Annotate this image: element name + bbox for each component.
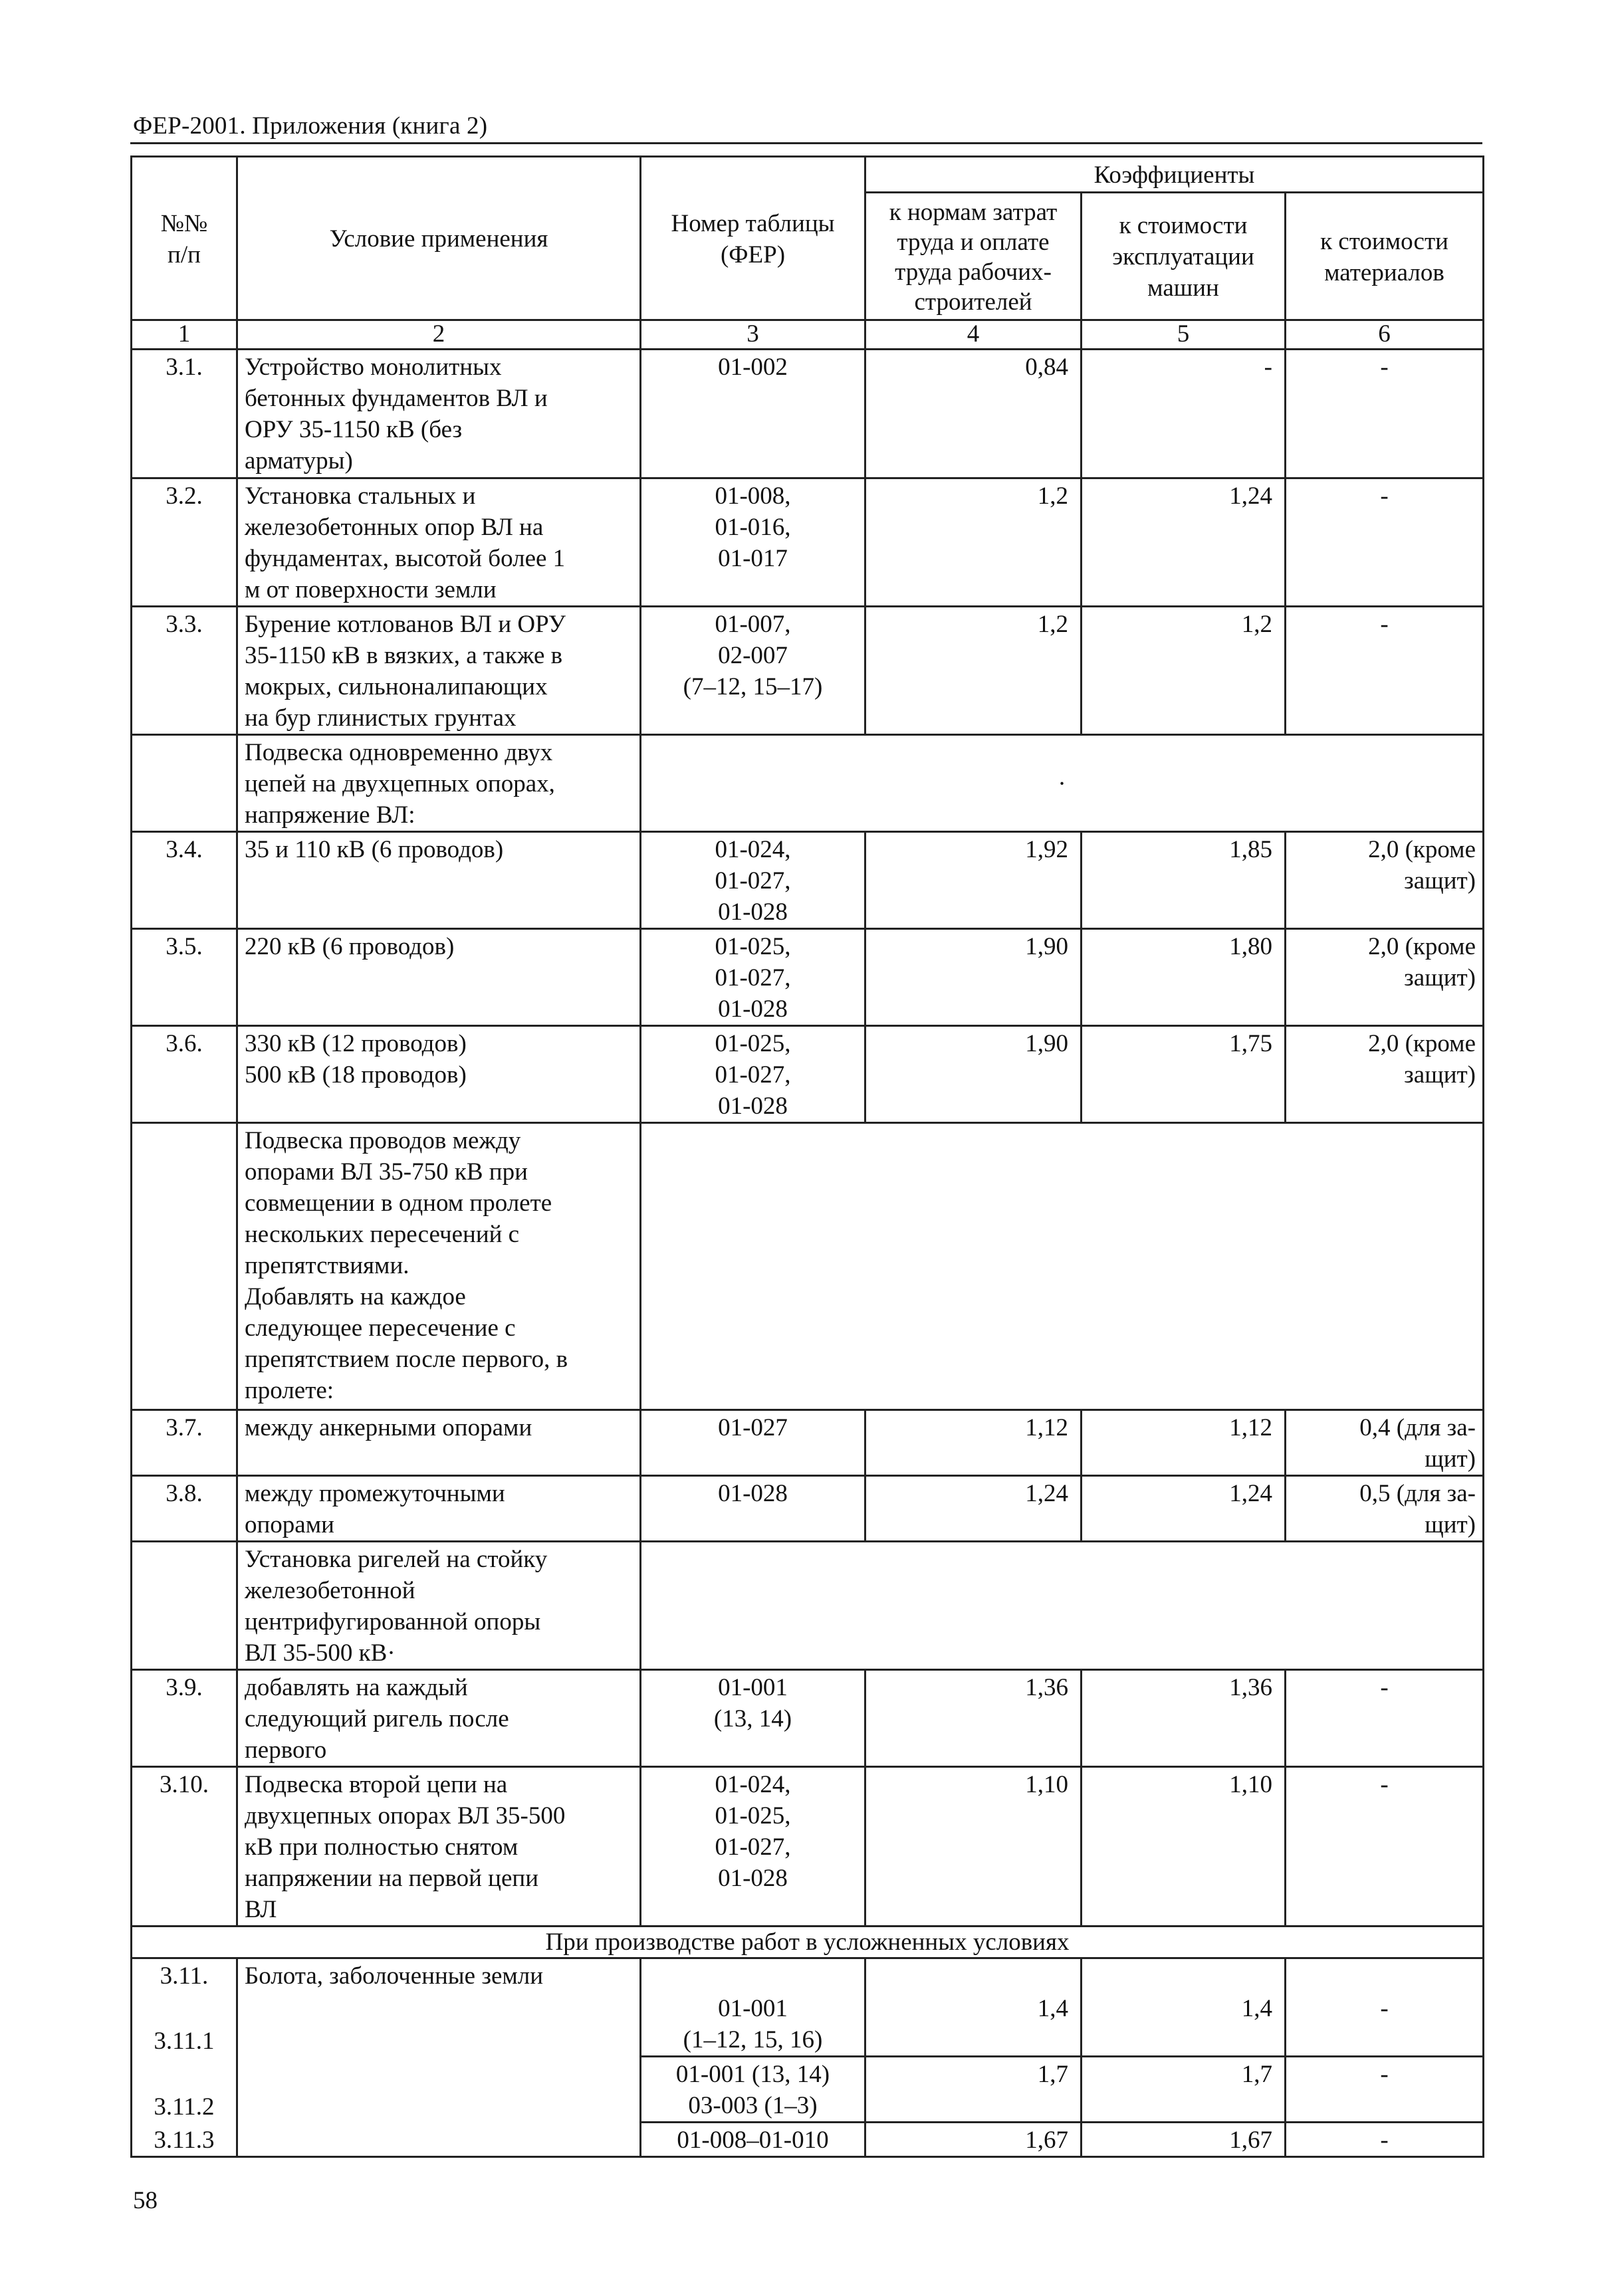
table-row <box>132 1476 1484 1542</box>
header-condition-cell <box>237 157 641 320</box>
coef-materials-cell <box>1286 1410 1484 1476</box>
condition-line: нескольких пересечений с <box>245 1221 520 1248</box>
condition-line: следующий ригель после <box>245 1705 509 1732</box>
condition-line: совмещении в одном пролете <box>245 1190 552 1217</box>
coef-materials-line: щит) <box>1425 1511 1476 1538</box>
column-number-row <box>132 320 1484 350</box>
section-title-cell <box>132 1927 1484 1958</box>
row-number-cell-text: 3.9. <box>166 1674 203 1701</box>
condition-line: следующее пересечение с <box>245 1314 516 1342</box>
header-coef-labor-line-1: к нормам затрат <box>889 198 1058 226</box>
condition-cell <box>237 1123 641 1410</box>
row-number-cell <box>132 1123 237 1410</box>
condition-line: напряжении на первой цепи <box>245 1865 538 1892</box>
condition-cell <box>237 929 641 1026</box>
column-number: 5 <box>1082 320 1286 350</box>
table-number-line: 01-007, <box>715 611 791 638</box>
condition-cell <box>237 1670 641 1767</box>
coef-labor-cell-text: 1,90 <box>1025 933 1068 960</box>
coef-materials-line: - <box>1380 2061 1389 2088</box>
table-number-line: 01-002 <box>718 354 788 381</box>
table-row <box>132 607 1484 735</box>
header-coef-materials-line-1: к стоимости <box>1320 227 1448 255</box>
coef-machines-cell <box>1082 1026 1286 1123</box>
table-number-line: 01-001 <box>718 1674 788 1701</box>
coef-labor-cell-text: 0,84 <box>1025 354 1068 381</box>
table-number-line: 02-007 <box>718 642 788 669</box>
coef-materials-line: щит) <box>1425 1445 1476 1473</box>
condition-line: 35-1150 кВ в вязких, а также в <box>245 642 563 669</box>
coef-materials-cell <box>1286 350 1484 478</box>
table-row <box>132 1410 1484 1476</box>
table-number-line: 01-025, <box>715 1802 791 1829</box>
row-number-cell-text: 3.2. <box>166 482 203 510</box>
row-number-cell-text: 3.7. <box>166 1414 203 1441</box>
condition-line: м от поверхности земли <box>245 576 497 603</box>
header-num-line-1: №№ <box>160 209 208 237</box>
header-num-cell <box>132 157 237 320</box>
coef-machines-cell-text: 1,80 <box>1229 933 1272 960</box>
table-number-line: 01-024, <box>715 1771 791 1798</box>
table-number-cell <box>641 1410 865 1476</box>
column-number: 2 <box>237 320 641 350</box>
condition-line: Болота, заболоченные земли <box>245 1962 544 1990</box>
condition-line: на бур глинистых грунтах <box>245 704 517 732</box>
coef-machines-cell-text: - <box>1264 354 1272 381</box>
table-row <box>132 1670 1484 1767</box>
condition-line: фундаментах, высотой более 1 <box>245 545 566 572</box>
table-number-cell <box>641 1026 865 1123</box>
coef-labor-cell-text: 1,67 <box>1025 2127 1068 2154</box>
condition-line: 500 кВ (18 проводов) <box>245 1061 467 1089</box>
coef-materials-cell <box>1286 1992 1484 2057</box>
coef-machines-cell-text: 1,36 <box>1229 1674 1272 1701</box>
table-number-cell <box>641 2057 865 2123</box>
row-number-cell <box>132 2123 237 2157</box>
condition-line: опорами <box>245 1511 334 1538</box>
row-number-cell-text: 3.4. <box>166 836 203 863</box>
row-number-cell <box>132 478 237 607</box>
row-number-cell-text: 3.1. <box>166 354 203 381</box>
coef-materials-line: 2,0 (кроме <box>1368 1030 1476 1057</box>
table-number-line: 01-028 <box>718 1480 788 1507</box>
coef-labor-cell <box>865 1767 1082 1927</box>
coef-labor-cell <box>865 832 1082 929</box>
table-row <box>132 1026 1484 1123</box>
coef-labor-cell <box>865 2123 1082 2157</box>
table-number-line: 01-028 <box>718 995 788 1023</box>
condition-line: препятствиями. <box>245 1252 409 1279</box>
empty-cell <box>641 1958 865 1992</box>
table-row <box>132 1123 1484 1410</box>
row-number-cell-text: 3.11.3 <box>154 2127 215 2154</box>
coef-labor-cell-text: 1,2 <box>1037 611 1068 638</box>
table-number-line: 01-001 <box>718 1995 788 2022</box>
table-number-line: 01-028 <box>718 1093 788 1120</box>
coef-labor-cell-text: 1,24 <box>1025 1480 1068 1507</box>
table-number-line: (7–12, 15–17) <box>683 673 823 700</box>
coef-machines-cell <box>1082 832 1286 929</box>
row-number-cell <box>132 735 237 832</box>
coef-machines-cell-text: 1,24 <box>1229 482 1272 510</box>
condition-line: первого <box>245 1736 327 1764</box>
coef-labor-cell <box>865 1410 1082 1476</box>
coef-labor-cell-text: 1,90 <box>1025 1030 1068 1057</box>
table-number-line: 01-016, <box>715 514 791 541</box>
coef-materials-line: защит) <box>1404 964 1476 991</box>
table-number-cell <box>641 1767 865 1927</box>
table-number-line: 01-028 <box>718 1865 788 1892</box>
empty-cell <box>1082 1958 1286 1992</box>
header-coef-materials <box>1286 193 1484 320</box>
coef-machines-cell <box>1082 1767 1286 1927</box>
table-number-line: 01-027 <box>718 1414 788 1441</box>
condition-line: Подвеска второй цепи на <box>245 1771 508 1798</box>
coef-labor-cell-text: 1,10 <box>1025 1771 1068 1798</box>
coef-labor-cell <box>865 350 1082 478</box>
coef-materials-line: 0,4 (для за- <box>1359 1414 1476 1441</box>
coef-materials-cell <box>1286 478 1484 607</box>
section-title-row <box>132 1927 1484 1958</box>
table-number-cell <box>641 1476 865 1542</box>
row-number-cell <box>132 1410 237 1476</box>
coef-labor-cell-text: 1,92 <box>1025 836 1068 863</box>
condition-line: Установка ригелей на стойку <box>245 1546 548 1573</box>
coef-machines-cell-text: 1,12 <box>1229 1414 1272 1441</box>
coef-machines-cell-text: 1,67 <box>1229 2127 1272 2154</box>
coef-materials-cell <box>1286 1026 1484 1123</box>
row-number-cell <box>132 350 237 478</box>
table-number-cell <box>641 1670 865 1767</box>
row-number-cell <box>132 1992 237 2057</box>
row-number-cell <box>132 607 237 735</box>
condition-cell <box>237 1476 641 1542</box>
coef-materials-line: - <box>1380 482 1389 510</box>
condition-line: центрифугированной опоры <box>245 1608 541 1635</box>
row-number-cell <box>132 1670 237 1767</box>
header-coef-group-label: Коэффициенты <box>1093 161 1255 189</box>
header-row-top <box>132 157 1484 193</box>
header-table-no-cell <box>641 157 865 320</box>
coef-labor-cell <box>865 1992 1082 2057</box>
coef-materials-line: - <box>1380 1771 1389 1798</box>
row-number-cell <box>132 1958 237 1992</box>
table-row <box>132 478 1484 607</box>
row-number-cell <box>132 2057 237 2123</box>
coef-materials-line: - <box>1380 354 1389 381</box>
table-number-line: 01-017 <box>718 545 788 572</box>
table-number-line: 01-027, <box>715 964 791 991</box>
condition-cell <box>237 832 641 929</box>
condition-line: Добавлять на каждое <box>245 1283 466 1310</box>
condition-line: Подвеска одновременно двух <box>245 739 553 766</box>
coef-machines-cell <box>1082 350 1286 478</box>
header-num-line-2: п/п <box>168 241 201 268</box>
table-number-line: 01-001 (13, 14) <box>675 2061 830 2088</box>
table-number-cell <box>641 2123 865 2157</box>
condition-line: ОРУ 35-1150 кВ (без <box>245 416 463 443</box>
table-number-line: 01-027, <box>715 1833 791 1861</box>
header-coef-labor <box>865 193 1082 320</box>
coef-labor-cell <box>865 478 1082 607</box>
coef-machines-cell-text: 1,10 <box>1229 1771 1272 1798</box>
header-rule <box>130 142 1482 144</box>
condition-line: 220 кВ (6 проводов) <box>245 933 455 960</box>
header-coef-materials-line-2: материалов <box>1324 259 1444 286</box>
table-number-line: (1–12, 15, 16) <box>683 2026 823 2053</box>
table-row <box>132 1767 1484 1927</box>
coef-materials-line: 2,0 (кроме <box>1368 933 1476 960</box>
column-number: 4 <box>865 320 1082 350</box>
condition-line: Бурение котлованов ВЛ и ОРУ <box>245 611 566 638</box>
table-number-cell <box>641 1992 865 2057</box>
condition-line: мокрых, сильноналипающих <box>245 673 548 700</box>
coef-materials-line: - <box>1380 1995 1389 2022</box>
table-number-line: 01-025, <box>715 1030 791 1057</box>
row-number-cell-text: 3.11.2 <box>154 2093 215 2121</box>
row-number-cell <box>132 929 237 1026</box>
page-header: ФЕР-2001. Приложения (книга 2) <box>133 112 488 140</box>
table-row <box>132 929 1484 1026</box>
table-number-line: 01-008–01-010 <box>677 2127 829 2154</box>
coef-materials-line: 2,0 (кроме <box>1368 836 1476 863</box>
row-number-cell-text: 3.6. <box>166 1030 203 1057</box>
condition-cell <box>237 478 641 607</box>
coef-materials-line: защит) <box>1404 1061 1476 1089</box>
column-number: 6 <box>1286 320 1484 350</box>
coef-machines-cell <box>1082 1476 1286 1542</box>
table-number-cell <box>641 478 865 607</box>
coef-labor-cell <box>865 1476 1082 1542</box>
condition-line: опорами ВЛ 35-750 кВ при <box>245 1158 528 1186</box>
table-number-line: 01-027, <box>715 867 791 894</box>
condition-cell <box>237 1026 641 1123</box>
row-number-cell-text: 3.10. <box>160 1771 209 1798</box>
row-number-cell-text: 3.3. <box>166 611 203 638</box>
coef-machines-cell <box>1082 2057 1286 2123</box>
header-table-no-line-2: (ФЕР) <box>720 241 786 268</box>
coef-machines-cell <box>1082 1670 1286 1767</box>
header-coef-labor-line-2: труда и оплате <box>897 228 1050 256</box>
coef-materials-cell <box>1286 832 1484 929</box>
coef-labor-cell <box>865 607 1082 735</box>
table-number-line: 03-003 (1–3) <box>688 2092 818 2119</box>
coef-materials-cell <box>1286 929 1484 1026</box>
table-number-cell <box>641 350 865 478</box>
coef-materials-line: - <box>1380 611 1389 638</box>
row-number-cell <box>132 1026 237 1123</box>
condition-cell <box>237 1410 641 1476</box>
condition-line: между анкерными опорами <box>245 1414 532 1441</box>
table-number-line: (13, 14) <box>713 1705 792 1732</box>
coef-labor-cell-text: 1,2 <box>1037 482 1068 510</box>
coef-machines-cell-text: 1,4 <box>1241 1995 1272 2022</box>
coef-labor-cell-text: 1,12 <box>1025 1414 1068 1441</box>
table-body <box>132 157 1484 2157</box>
condition-line: Подвеска проводов между <box>245 1127 521 1154</box>
condition-line: Установка стальных и <box>245 482 476 510</box>
coef-labor-cell <box>865 1670 1082 1767</box>
column-number: 3 <box>641 320 865 350</box>
coef-machines-cell-text: 1,7 <box>1241 2061 1272 2088</box>
merged-empty-cell <box>641 735 1484 832</box>
table-row <box>132 1542 1484 1670</box>
condition-line: арматуры) <box>245 447 353 474</box>
table-number-line: 01-025, <box>715 933 791 960</box>
coef-labor-cell <box>865 2057 1082 2123</box>
coef-labor-cell-text: 1,4 <box>1037 1995 1068 2022</box>
row-number-cell-text: 3.11.1 <box>154 2027 215 2055</box>
condition-line: железобетонной <box>245 1577 415 1604</box>
empty-cell <box>865 1958 1082 1992</box>
coef-machines-cell-text: 1,2 <box>1241 611 1272 638</box>
table-row <box>132 832 1484 929</box>
coef-materials-cell <box>1286 1767 1484 1927</box>
row-number-cell <box>132 832 237 929</box>
table-number-cell <box>641 929 865 1026</box>
coef-materials-cell <box>1286 1476 1484 1542</box>
condition-line: напряжение ВЛ: <box>245 801 415 829</box>
coef-labor-cell-text: 1,36 <box>1025 1674 1068 1701</box>
table-number-cell <box>641 832 865 929</box>
condition-line: двухцепных опорах ВЛ 35-500 <box>245 1802 566 1829</box>
coef-machines-cell <box>1082 1992 1286 2057</box>
row-number-cell-text: 3.5. <box>166 933 203 960</box>
condition-line: железобетонных опор ВЛ на <box>245 514 544 541</box>
table-number-line: 01-028 <box>718 898 788 926</box>
condition-line: ВЛ <box>245 1896 277 1923</box>
coef-machines-cell <box>1082 478 1286 607</box>
table-row <box>132 735 1484 832</box>
condition-line: добавлять на каждый <box>245 1674 468 1701</box>
condition-line: кВ при полностью снятом <box>245 1833 518 1861</box>
condition-line: Устройство монолитных <box>245 354 502 381</box>
merged-empty-cell <box>641 1542 1484 1670</box>
condition-line: цепей на двухцепных опорах, <box>245 770 555 797</box>
table-number-line: 01-027, <box>715 1061 791 1089</box>
page-number: 58 <box>133 2187 158 2214</box>
header-table-no-line-1: Номер таблицы <box>671 209 835 237</box>
row-number-cell-text: 3.8. <box>166 1480 203 1507</box>
coef-materials-cell <box>1286 2057 1484 2123</box>
coef-machines-cell <box>1082 607 1286 735</box>
coef-materials-line: защит) <box>1404 867 1476 894</box>
coef-materials-cell <box>1286 607 1484 735</box>
condition-line: между промежуточными <box>245 1480 505 1507</box>
column-number: 1 <box>132 320 237 350</box>
header-coef-machines-line-2: эксплуатации <box>1112 243 1254 270</box>
coef-machines-cell <box>1082 2123 1286 2157</box>
table-number-cell <box>641 607 865 735</box>
condition-cell <box>237 350 641 478</box>
condition-cell <box>237 1958 641 2157</box>
row-number-cell <box>132 1542 237 1670</box>
table-number-line: 01-008, <box>715 482 791 510</box>
coef-materials-line: - <box>1380 1674 1389 1701</box>
condition-line: пролете: <box>245 1377 334 1404</box>
condition-cell <box>237 735 641 832</box>
row-number-cell <box>132 1767 237 1927</box>
coefficients-table <box>130 156 1484 2158</box>
coef-machines-cell <box>1082 929 1286 1026</box>
stray-mark: · <box>1058 770 1066 797</box>
merged-empty-cell <box>641 1123 1484 1410</box>
row-number-cell-text: 3.11. <box>160 1962 209 1990</box>
coef-materials-cell <box>1286 1670 1484 1767</box>
coef-machines-cell-text: 1,75 <box>1229 1030 1272 1057</box>
coef-labor-cell-text: 1,7 <box>1037 2061 1068 2088</box>
coef-materials-cell <box>1286 2123 1484 2157</box>
coef-machines-cell-text: 1,85 <box>1229 836 1272 863</box>
header-coef-machines-line-1: к стоимости <box>1119 212 1248 239</box>
condition-line: 330 кВ (12 проводов) <box>245 1030 467 1057</box>
coef-materials-line: 0,5 (для за- <box>1359 1480 1476 1507</box>
condition-cell <box>237 607 641 735</box>
condition-line: бетонных фундаментов ВЛ и <box>245 385 548 412</box>
empty-cell <box>1286 1958 1484 1992</box>
coef-materials-line: - <box>1380 2127 1389 2154</box>
table-number-line: 01-024, <box>715 836 791 863</box>
header-coef-labor-line-3: труда рабочих- <box>895 258 1052 286</box>
section-title-cell-text: При производстве работ в усложненных условиях <box>545 1929 1070 1956</box>
header-coef-group <box>865 157 1484 193</box>
row-number-cell <box>132 1476 237 1542</box>
table-row <box>132 1958 1484 1992</box>
header-coef-labor-line-4: строителей <box>914 288 1032 316</box>
header-coef-machines-line-3: машин <box>1147 274 1219 302</box>
condition-cell <box>237 1542 641 1670</box>
condition-line: препятствием после первого, в <box>245 1346 568 1373</box>
header-condition: Условие применения <box>329 225 548 253</box>
header-coef-machines <box>1082 193 1286 320</box>
condition-line: ВЛ 35-500 кВ· <box>245 1639 396 1667</box>
coef-labor-cell <box>865 1026 1082 1123</box>
coef-machines-cell <box>1082 1410 1286 1476</box>
coef-machines-cell-text: 1,24 <box>1229 1480 1272 1507</box>
coef-labor-cell <box>865 929 1082 1026</box>
condition-line: 35 и 110 кВ (6 проводов) <box>245 836 504 863</box>
table-row <box>132 350 1484 478</box>
condition-cell <box>237 1767 641 1927</box>
